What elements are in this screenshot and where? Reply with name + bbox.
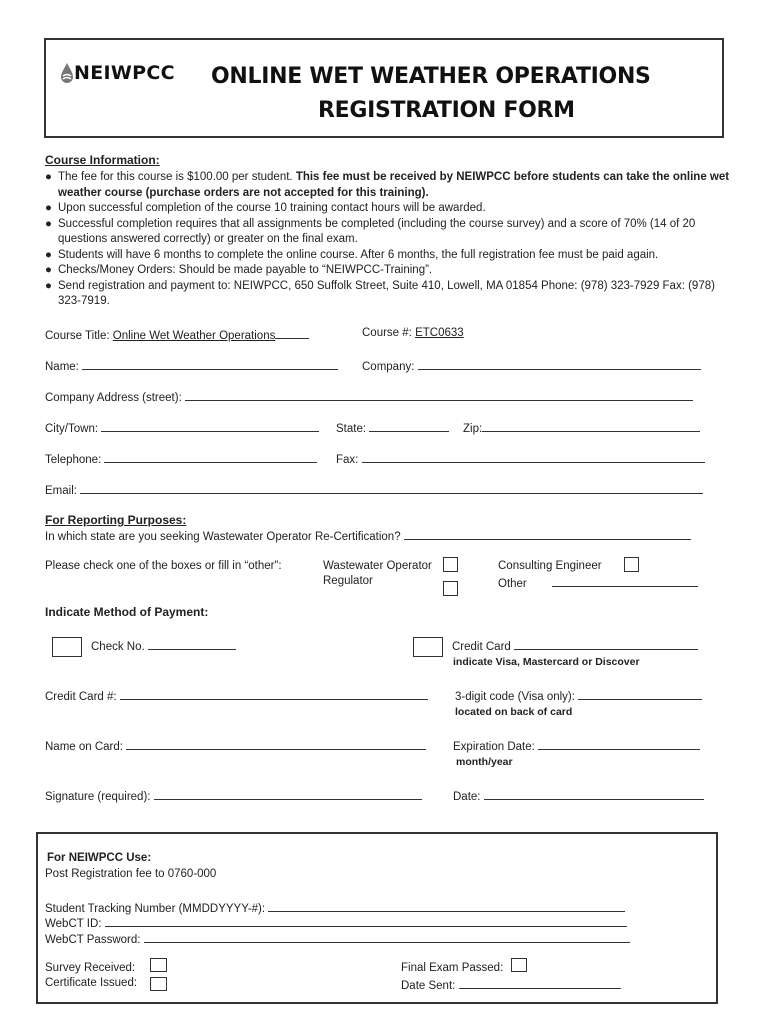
payment-heading: Indicate Method of Payment:: [45, 605, 209, 619]
consulting-engineer-label: Consulting Engineer: [498, 560, 602, 572]
consulting-engineer-checkbox[interactable]: [624, 557, 639, 572]
check-prompt: Please check one of the boxes or fill in “other”:: [45, 560, 282, 572]
course-title-value: Online Wet Weather Operations: [112, 330, 276, 342]
certificate-issued-checkbox[interactable]: [150, 977, 167, 991]
security-code-note: located on back of card: [455, 706, 573, 718]
course-info-list: [45, 170, 735, 310]
list-item: ● Checks/Money Orders: Should be made payable to “NEIWPCC-Training”.: [45, 264, 433, 276]
date-sent-field[interactable]: Date Sent:: [401, 977, 621, 992]
certificate-issued-label: Certificate Issued:: [45, 977, 138, 989]
course-number-field: Course #: ETC0633: [362, 327, 464, 339]
wastewater-operator-label: Wastewater Operator: [323, 560, 432, 572]
water-drop-icon: [60, 62, 74, 84]
company-field[interactable]: Company:: [362, 358, 701, 373]
credit-card-checkbox[interactable]: [413, 637, 443, 657]
name-field[interactable]: Name:: [45, 358, 338, 373]
security-code-field[interactable]: 3-digit code (Visa only):: [455, 688, 702, 703]
company-address-field[interactable]: Company Address (street):: [45, 389, 693, 404]
regulator-checkbox[interactable]: [443, 581, 458, 596]
office-use-heading: For NEIWPCC Use:: [47, 852, 152, 864]
office-use-box: [36, 832, 718, 1004]
course-title-field: Course Title: Online Wet Weather Operations: [45, 327, 309, 342]
state-field[interactable]: State:: [336, 420, 449, 435]
survey-received-label: Survey Received:: [45, 962, 136, 974]
tracking-number-field[interactable]: Student Tracking Number (MMDDYYYY-#):: [45, 900, 625, 915]
reporting-heading: For Reporting Purposes:: [45, 513, 187, 527]
logo-text: NEIWPCC: [74, 62, 175, 84]
neiwpcc-logo: [60, 62, 175, 84]
other-field[interactable]: Other: [498, 575, 698, 590]
list-item: ● Students will have 6 months to complete the online course. After 6 months, the full registration fee must be paid again.: [45, 248, 659, 261]
page-title-line1: ONLINE WET WEATHER OPERATIONS: [211, 64, 651, 89]
form-header: [44, 38, 724, 138]
wastewater-operator-checkbox[interactable]: [443, 557, 458, 572]
signature-field[interactable]: Signature (required):: [45, 788, 422, 803]
list-item: ● Successful completion requires that all assignments be completed (including the course survey) and a score of 70% (14 of 20 questions answered correctly) or greater on the final exam.: [45, 217, 696, 245]
course-info-heading: Course Information:: [45, 153, 160, 167]
date-field[interactable]: Date:: [453, 788, 704, 803]
list-item: ● Upon successful completion of the course 10 training contact hours will be awarded.: [45, 202, 486, 214]
zip-field[interactable]: Zip:: [463, 420, 700, 435]
name-on-card-field[interactable]: Name on Card:: [45, 738, 426, 753]
credit-card-number-field[interactable]: Credit Card #:: [45, 688, 428, 703]
expiration-note: month/year: [456, 756, 513, 768]
fax-field[interactable]: Fax:: [336, 451, 705, 466]
post-fee-text: Post Registration fee to 0760-000: [45, 868, 217, 880]
survey-received-checkbox[interactable]: [150, 958, 167, 972]
email-field[interactable]: Email:: [45, 482, 703, 497]
course-number-value: ETC0633: [415, 327, 464, 339]
list-item: ● Send registration and payment to: NEIWPCC, 650 Suffolk Street, Suite 410, Lowell, MA 01854 Phone: (978) 323-7929 Fax: (978) 323-7919.: [45, 279, 715, 307]
webct-password-field[interactable]: WebCT Password:: [45, 931, 630, 946]
credit-card-note: indicate Visa, Mastercard or Discover: [453, 656, 640, 668]
final-exam-checkbox[interactable]: [511, 958, 527, 972]
regulator-label: Regulator: [323, 575, 373, 587]
credit-card-type-field[interactable]: Credit Card: [452, 638, 698, 653]
final-exam-label: Final Exam Passed:: [401, 962, 504, 974]
list-item: ● The fee for this course is $100.00 per student. This fee must be received by NEIWPCC before students can take the online wet weather course (purchase orders are not accepted for this training).: [45, 171, 730, 199]
expiration-date-field[interactable]: Expiration Date:: [453, 738, 700, 753]
city-field[interactable]: City/Town:: [45, 420, 319, 435]
check-payment-checkbox[interactable]: [52, 637, 82, 657]
page-title-line2: REGISTRATION FORM: [318, 98, 575, 123]
recert-state-field[interactable]: In which state are you seeking Wastewater Operator Re-Certification?: [45, 528, 691, 543]
check-number-field[interactable]: Check No.: [91, 638, 236, 653]
webct-id-field[interactable]: WebCT ID:: [45, 915, 627, 930]
telephone-field[interactable]: Telephone:: [45, 451, 317, 466]
